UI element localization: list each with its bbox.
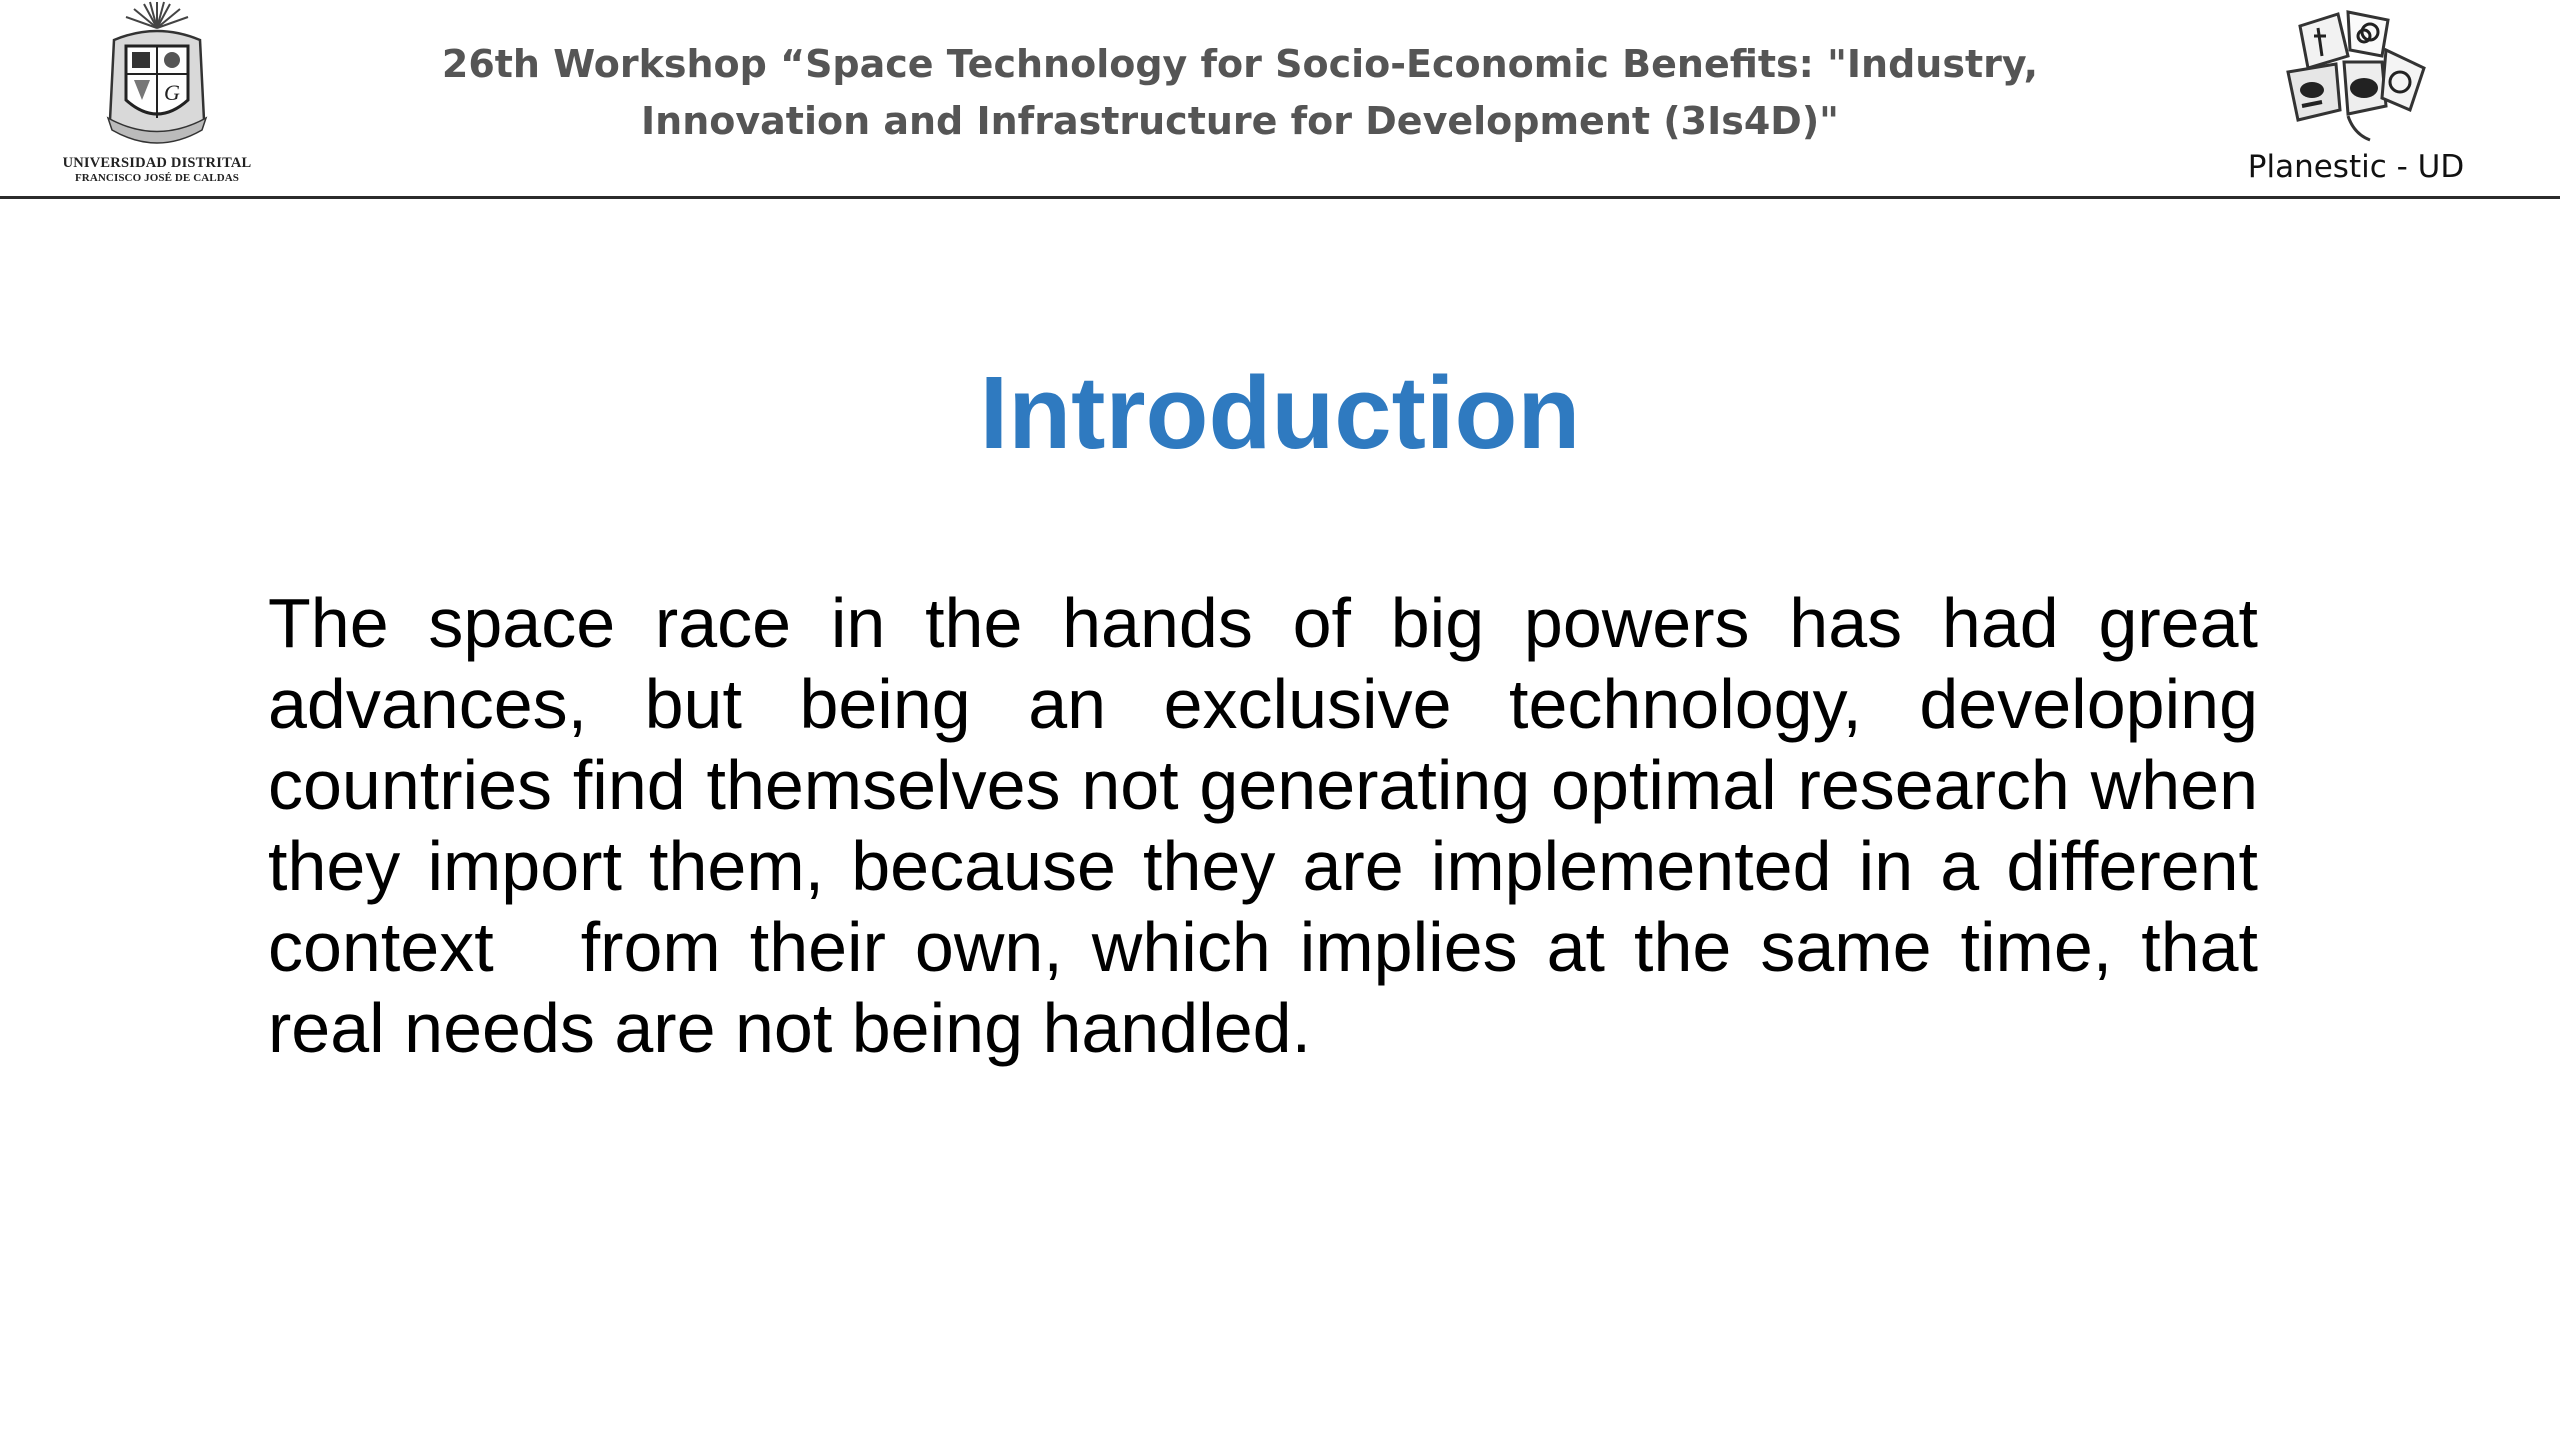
university-logo (62, 0, 252, 190)
header-divider (0, 196, 2560, 199)
planestic-globe-icon (2278, 6, 2430, 146)
university-name (62, 156, 252, 184)
planestic-label: Planestic - UD (2247, 149, 2465, 185)
slide-body-paragraph: The space race in the hands of big powers has had great advances, but being an exclusive technology, developing countries find themselves not generating optimal research when they import them, because they are implemented in a different context from their own, which implies at the same time, that real needs are not being handled. (268, 584, 2278, 1067)
planestic-logo (2238, 6, 2474, 192)
coat-of-arms-icon (104, 0, 210, 154)
svg-text:G: G (164, 80, 180, 105)
university-name-line1: UNIVERSIDAD DISTRITAL (62, 155, 252, 171)
slide-title: Introduction (979, 355, 1581, 470)
slide-header (0, 0, 2560, 198)
university-name-line2: FRANCISCO JOSÉ DE CALDAS (74, 171, 240, 184)
workshop-title: 26th Workshop “Space Technology for Socio-Economic Benefits: "Industry, Innovation and Infrastructure for Development (3Is4D)" (441, 42, 2039, 143)
